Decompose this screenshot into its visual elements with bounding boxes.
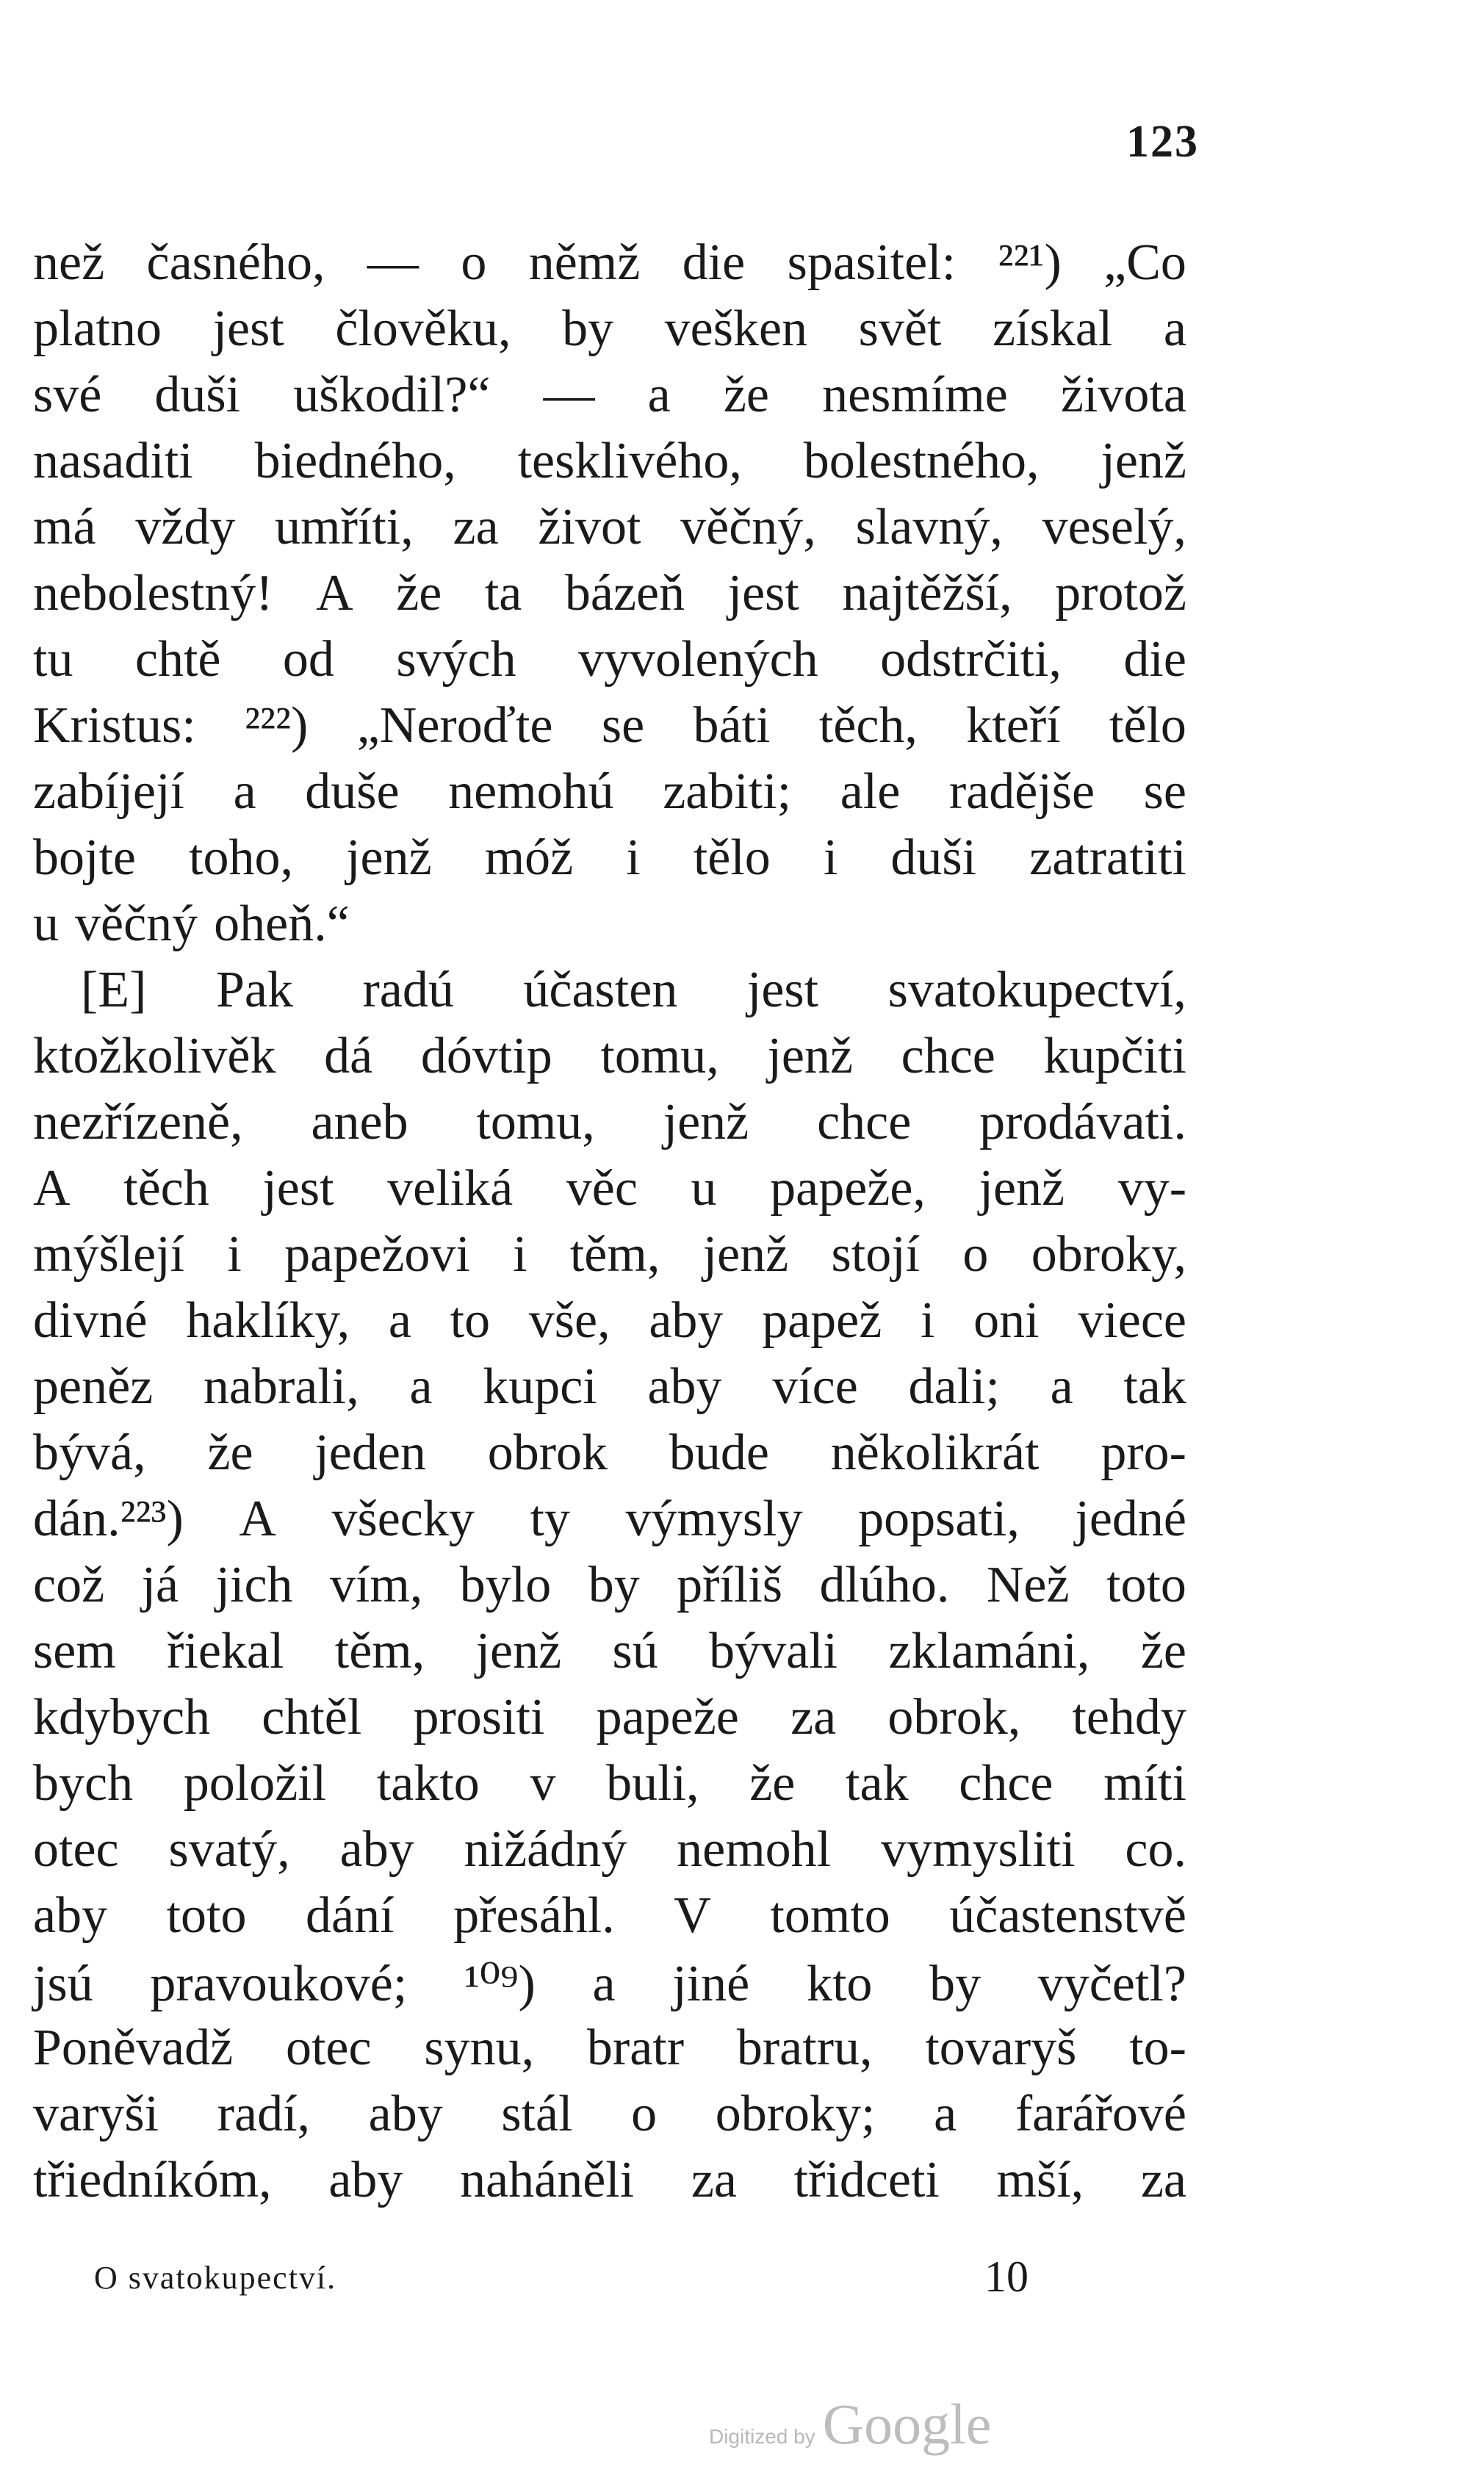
text-line: varyši radí, aby stál o obroky; a farářové bbox=[33, 2086, 1186, 2142]
text-line: ktožkolivěk dá dóvtip tomu, jenž chce kupčiti bbox=[33, 1028, 1186, 1084]
text-line: má vždy umříti, za život věčný, slavný, veselý, bbox=[33, 499, 1186, 555]
text-line: mýšlejí i papežovi i těm, jenž stojí o obroky, bbox=[33, 1226, 1186, 1283]
text-line: kdybych chtěl prositi papeže za obrok, tehdy bbox=[33, 1689, 1186, 1746]
text-line: zabíjejí a duše nemohú zabiti; ale radějše se bbox=[33, 763, 1186, 820]
footer-signature: O svatokupectví. bbox=[94, 2260, 337, 2296]
digitized-watermark bbox=[709, 2391, 991, 2457]
text-line: jsú pravoukové; ¹⁰⁹) a jiné kto by vyčetl? bbox=[33, 1956, 1186, 2012]
text-line: své duši uškodil?“ — a že nesmíme života bbox=[33, 367, 1186, 423]
text-line: divné haklíky, a to vše, aby papež i oni viece bbox=[33, 1292, 1186, 1349]
text-line: bych položil takto v buli, že tak chce míti bbox=[33, 1755, 1186, 1812]
text-line: A těch jest veliká věc u papeže, jenž vy- bbox=[33, 1160, 1186, 1217]
footer-sheet-number: 10 bbox=[984, 2252, 1029, 2301]
text-line: bývá, že jeden obrok bude několikrát pro- bbox=[33, 1424, 1186, 1481]
page-number: 123 bbox=[1126, 117, 1199, 167]
text-line: peněz nabrali, a kupci aby více dali; a tak bbox=[33, 1358, 1186, 1415]
text-line: dán.²²³) A všecky ty výmysly popsati, jedné bbox=[33, 1491, 1186, 1547]
text-line: platno jest člověku, by vešken svět získal a bbox=[33, 300, 1186, 357]
text-line: než časného, — o němž die spasitel: ²²¹) „Co bbox=[33, 234, 1186, 291]
text-line: aby toto dání přesáhl. V tomto účastenstvě bbox=[33, 1887, 1186, 1944]
text-line: bojte toho, jenž móž i tělo i duši zatratiti bbox=[33, 829, 1186, 886]
text-line: nebolestný! A že ta bázeň jest najtěžší, protož bbox=[33, 565, 1186, 622]
text-line: otec svatý, aby nižádný nemohl vymysliti co. bbox=[33, 1821, 1186, 1878]
digitized-brand: Google bbox=[822, 2392, 992, 2456]
text-line: nezřízeně, aneb tomu, jenž chce prodávati. bbox=[33, 1094, 1186, 1150]
text-line: [E] Pak radú účasten jest svatokupectví, bbox=[81, 962, 1186, 1018]
text-line: třiedníkóm, aby naháněli za třidceti mší, za bbox=[33, 2152, 1186, 2208]
text-line: což já jich vím, bylo by příliš dlúho. Než toto bbox=[33, 1557, 1186, 1613]
text-line: nasaditi biedného, tesklivého, bolestného, jenž bbox=[33, 433, 1186, 489]
body-text bbox=[33, 234, 1186, 2217]
text-line: u věčný oheň.“ bbox=[33, 896, 350, 952]
text-line: tu chtě od svých vyvolených odstrčiti, die bbox=[33, 631, 1186, 688]
text-line: Poněvadž otec synu, bratr bratru, tovaryš to- bbox=[33, 2020, 1186, 2076]
text-line: sem řiekal těm, jenž sú bývali zklamáni, že bbox=[33, 1623, 1186, 1679]
digitized-prefix: Digitized by bbox=[709, 2425, 815, 2448]
text-line: Kristus: ²²²) „Neroďte se báti těch, kteří tělo bbox=[33, 697, 1186, 754]
